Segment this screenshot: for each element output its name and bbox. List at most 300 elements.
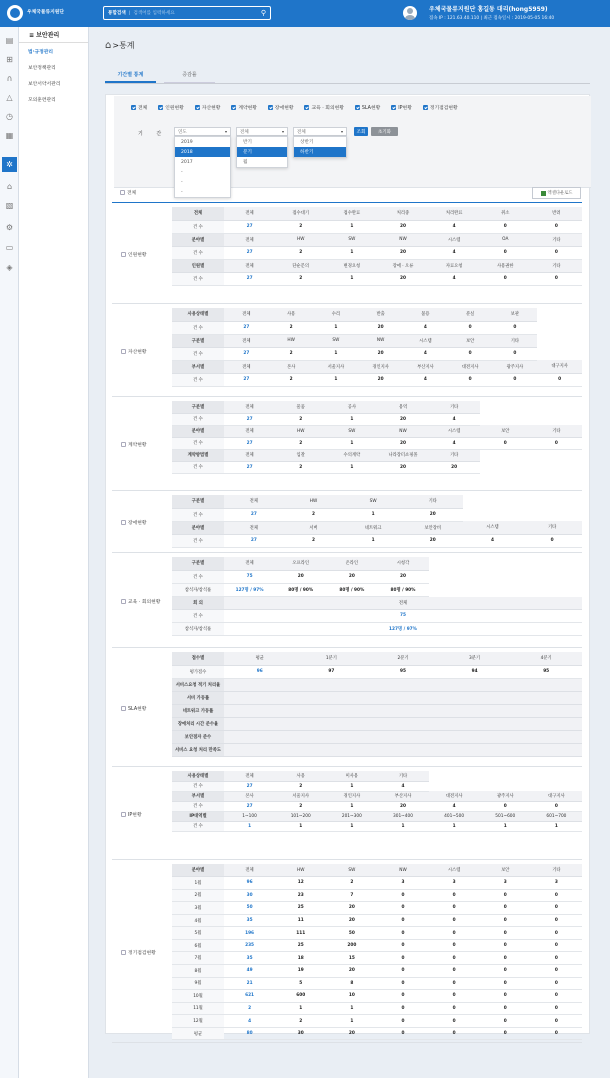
stats-section (112, 305, 582, 397)
doc-icon[interactable]: ▤ (5, 35, 14, 45)
section-label[interactable] (112, 492, 172, 553)
row-header-cell: 보안점자 준수 (172, 730, 224, 743)
dropdown-option[interactable]: 하반기 (294, 147, 346, 157)
section-label-text: 인원현황 (128, 252, 147, 258)
table-row (172, 791, 582, 801)
filter-checkbox-item[interactable] (131, 104, 147, 111)
row-header-cell: 서비 가동률 (172, 691, 224, 704)
table-cell: 보안 (480, 425, 531, 437)
table-cell: 27 (224, 534, 284, 547)
table-cell: 27 (224, 272, 275, 285)
row-header-cell: 10월 (172, 990, 224, 1003)
icon-rail (0, 27, 19, 1078)
table-row (172, 665, 582, 678)
checkbox[interactable] (158, 105, 163, 110)
table-cell: 27 (224, 321, 269, 334)
side-nav-title: ≡ 보안관리 (19, 30, 88, 43)
table-cell: 20 (377, 570, 428, 583)
filter-checkbox-label: 교육 · 회의현황 (311, 105, 344, 111)
table-cell: 0 (531, 889, 582, 902)
table-row (172, 347, 582, 360)
table-row (172, 771, 582, 781)
global-search[interactable] (103, 6, 271, 20)
row-header-cell: 건 수 (172, 570, 224, 583)
home-icon[interactable]: ⌂ (105, 40, 112, 51)
row-header-cell: IP대역별 (172, 811, 224, 821)
table-cell: HW (275, 233, 326, 246)
table-cell: 1 (326, 1002, 377, 1015)
shield-icon[interactable]: ◈ (6, 262, 13, 272)
table-cell: 0 (429, 927, 480, 940)
table-row (172, 877, 582, 890)
filter-checkbox-item[interactable] (391, 104, 412, 111)
row-header-cell: 서비스요청 적기 처리율 (172, 678, 224, 691)
table-cell: 2 (275, 246, 326, 259)
table-cell (367, 678, 439, 691)
table-cell: 단순문의 (275, 259, 326, 272)
table-cell: 50 (326, 927, 377, 940)
table-cell: 시스템 (429, 233, 480, 246)
dropdown-option[interactable]: - (181, 189, 183, 195)
dropdown-option[interactable]: 반기 (243, 140, 252, 145)
stats-section (112, 649, 582, 767)
stats-section (112, 398, 582, 491)
stats-table (172, 652, 582, 757)
table-cell: 네트워크 (343, 521, 403, 534)
section-label[interactable] (112, 305, 172, 397)
side-nav-item-policy[interactable]: 보안정책관리 (28, 65, 56, 71)
table-cell: 4 (429, 246, 480, 259)
table-cell: 0 (531, 1002, 582, 1015)
table-cell: 18 (275, 952, 326, 965)
table-cell: 111 (275, 927, 326, 940)
row-header-cell: 1월 (172, 877, 224, 890)
table-cell: 35 (224, 952, 275, 965)
section-label[interactable] (112, 649, 172, 767)
table-cell: 20 (358, 347, 403, 360)
table-cell: 전체 (224, 521, 284, 534)
checkbox[interactable] (423, 105, 428, 110)
table-cell: 보안 (480, 864, 531, 877)
table-cell: 2 (275, 413, 326, 425)
table-row (172, 939, 582, 952)
table-cell: 1 (326, 461, 377, 473)
side-nav-item-drill[interactable]: 모의훈련관리 (28, 97, 56, 103)
table-cell: 3 (531, 877, 582, 890)
table-cell: 1 (326, 272, 377, 285)
table-cell: 0 (531, 437, 582, 449)
settings-icon[interactable]: ⚙ (5, 222, 14, 232)
tab-divider (105, 83, 590, 84)
table-cell: 미사용 (326, 771, 377, 781)
table-cell: 0 (531, 927, 582, 940)
table-cell: SW (326, 864, 377, 877)
table-cell (439, 704, 511, 717)
dropdown-option[interactable]: 2019 (181, 139, 193, 145)
checkbox[interactable] (231, 105, 236, 110)
table-cell: 1 (326, 821, 377, 831)
row-header-cell: 건 수 (172, 373, 224, 386)
unit-select[interactable]: 전체 ▾ (236, 127, 288, 136)
table-cell: 2 (275, 461, 326, 473)
table-cell: 4 (429, 801, 480, 811)
filter-checkbox-item[interactable] (231, 104, 257, 111)
avatar[interactable] (403, 6, 417, 20)
table-cell: 0 (522, 534, 582, 547)
section-checkbox[interactable] (121, 252, 126, 257)
year-dropdown (174, 136, 231, 198)
table-cell: 2 (275, 272, 326, 285)
filter-checkbox-item[interactable] (355, 104, 380, 111)
table-cell: 전체 (224, 771, 275, 781)
table-cell: 20 (403, 534, 463, 547)
dropdown-option[interactable]: 월 (243, 160, 248, 165)
row-header-cell: 평균 (172, 1027, 224, 1040)
table-cell: 용역 (377, 401, 428, 413)
row-header-cell: 분야별 (172, 233, 224, 246)
table-cell: 0 (480, 1002, 531, 1015)
table-cell: SW (314, 334, 359, 347)
table-cell: 4 (429, 413, 480, 425)
filter-checkbox-label: 장애현황 (274, 105, 294, 111)
table-row (172, 583, 582, 596)
row-header-cell: 8월 (172, 965, 224, 978)
row-header-cell: 사용상태별 (172, 771, 224, 781)
table-cell: 97 (296, 665, 368, 678)
table-cell: 27 (224, 508, 284, 521)
section-label[interactable] (112, 861, 172, 1043)
excel-download-button[interactable] (532, 187, 581, 199)
section-label[interactable] (112, 768, 172, 860)
side-nav-item-law[interactable]: 법·규정관리 (28, 49, 53, 55)
table-cell: 0 (480, 1027, 531, 1040)
table-cell (439, 717, 511, 730)
table-cell (224, 743, 296, 756)
side-nav-item-pledge[interactable]: 보안서약서관리 (28, 81, 61, 87)
table-cell: 20 (377, 413, 428, 425)
stats-card (105, 94, 590, 1037)
table-cell: 처리중 (377, 207, 428, 220)
table-cell: 25 (275, 939, 326, 952)
stats-table (172, 495, 582, 548)
select-all-checkbox[interactable] (120, 190, 125, 195)
logo-subtext (27, 15, 64, 19)
table-cell: 0 (531, 246, 582, 259)
section-label-text: 장애현황 (128, 521, 147, 526)
checkbox[interactable] (355, 105, 360, 110)
org-name: 우체국물류지원단 (27, 9, 65, 15)
last-access: 최근 접속일시 : 2019-05-05 16:40 (483, 16, 555, 21)
table-row (172, 977, 582, 990)
filter-checkbox-item[interactable] (423, 104, 458, 111)
table-cell: 96 (224, 877, 275, 890)
user-info[interactable] (403, 4, 554, 21)
table-row (172, 1015, 582, 1028)
table-cell: 3 (377, 877, 428, 890)
table-cell: 0 (493, 321, 538, 334)
select-all[interactable] (120, 189, 136, 196)
table-cell: 기타 (403, 495, 463, 508)
table-cell: 2 (284, 534, 344, 547)
top-header (0, 0, 610, 27)
table-cell: 80명 / 90% (275, 583, 326, 596)
table-row (172, 570, 582, 583)
excel-download-label: 엑셀다운로드 (547, 191, 573, 196)
table-cell: 27 (224, 413, 275, 425)
table-cell (510, 730, 582, 743)
table-cell: 경인지사 (358, 360, 403, 373)
title-separator: > (112, 41, 120, 50)
row-header-cell: 건 수 (172, 801, 224, 811)
search-button[interactable]: 조회 (354, 127, 368, 136)
table-cell (439, 678, 511, 691)
table-row (172, 990, 582, 1003)
row-header-cell: 11월 (172, 1002, 224, 1015)
table-row (172, 534, 582, 547)
warning-icon[interactable]: △ (6, 92, 13, 102)
section-checkbox[interactable] (121, 599, 126, 604)
table-cell: 600 (275, 990, 326, 1003)
table-cell: 25 (275, 902, 326, 915)
table-cell: 1 (326, 220, 377, 233)
dropdown-option[interactable]: - (181, 179, 183, 185)
table-cell: 전체 (224, 207, 275, 220)
table-cell: 0 (429, 889, 480, 902)
reset-button[interactable]: 초기화 (371, 127, 398, 136)
monitor-off-icon[interactable]: ▭ (5, 242, 14, 252)
filter-checkbox-label: 계약현황 (238, 105, 257, 111)
table-cell: 본사 (224, 791, 275, 801)
sub-select[interactable]: 전체 ▾ (293, 127, 347, 136)
search-doc-icon[interactable]: ▧ (5, 200, 14, 210)
table-cell: 전체 (224, 425, 275, 437)
calendar-icon[interactable]: ▦ (5, 130, 14, 140)
table-row (172, 508, 582, 521)
stats-table (172, 401, 582, 474)
table-cell: 4 (463, 534, 523, 547)
table-cell: 1 (343, 508, 403, 521)
row-header-cell: 5월 (172, 927, 224, 940)
table-cell: 전체 (224, 596, 582, 609)
section-checkbox[interactable] (121, 706, 126, 711)
main-content (93, 38, 603, 1037)
table-cell: 접수완료 (326, 207, 377, 220)
table-cell: 201~300 (326, 811, 377, 821)
table-cell: 0 (377, 977, 428, 990)
section-label-text: 교육 · 회의현황 (128, 599, 161, 605)
dropdown-option[interactable]: 상반기 (300, 140, 314, 145)
table-cell: 2 (275, 1015, 326, 1028)
table-cell: 4 (403, 347, 448, 360)
filter-checkboxes (131, 103, 469, 111)
row-header-cell: 네트워크 가동률 (172, 704, 224, 717)
table-cell: 반출 (358, 308, 403, 321)
headset-icon[interactable]: ∩ (6, 73, 13, 83)
table-cell: 0 (531, 902, 582, 915)
search-input[interactable]: 검색어를 입력하세요 (133, 11, 175, 16)
table-row (172, 1002, 582, 1015)
row-header-cell: 건 수 (172, 272, 224, 285)
filter-checkbox-item[interactable] (158, 104, 184, 111)
table-cell: 0 (429, 977, 480, 990)
table-cell: 변경요청 (326, 259, 377, 272)
table-cell: 0 (531, 1015, 582, 1028)
table-cell (439, 691, 511, 704)
row-header-cell: 전체 (172, 207, 224, 220)
checkbox[interactable] (268, 105, 273, 110)
table-cell (224, 717, 296, 730)
stats-table (172, 308, 582, 387)
section-checkbox[interactable] (121, 442, 126, 447)
table-cell: 전체 (224, 308, 269, 321)
table-cell: 11 (275, 914, 326, 927)
table-cell: 20 (377, 246, 428, 259)
filter-checkbox-label: 자산현황 (201, 105, 221, 111)
dropdown-option[interactable]: 2018 (175, 147, 230, 157)
table-cell: 0 (377, 1015, 428, 1028)
search-scope[interactable]: 통합검색 (108, 11, 126, 16)
filter-checkbox-label: 정기점검현황 (429, 105, 458, 111)
table-row (172, 902, 582, 915)
table-cell: 대구지사 (531, 791, 582, 801)
gear-icon[interactable]: ✲ (2, 157, 17, 172)
table-cell: 1 (275, 1002, 326, 1015)
table-cell: 취소 (480, 207, 531, 220)
row-header-cell: 건 수 (172, 461, 224, 473)
checkbox[interactable] (195, 105, 200, 110)
table-cell: 0 (480, 939, 531, 952)
row-header-cell: 건 수 (172, 220, 224, 233)
row-header-cell: 참석자/참석률 (172, 622, 224, 635)
tab-change-rate[interactable]: 증감률 (164, 67, 215, 83)
dropdown-option[interactable]: 분기 (237, 147, 287, 157)
filter-checkbox-item[interactable] (268, 104, 294, 111)
table-cell: 20 (326, 570, 377, 583)
row-header-cell: 참석자/참석률 (172, 583, 224, 596)
table-cell: 처리완료 (429, 207, 480, 220)
row-header-cell: 3월 (172, 902, 224, 915)
table-cell: 기타 (531, 233, 582, 246)
table-cell: 0 (531, 952, 582, 965)
table-cell: 광주지사 (493, 360, 538, 373)
book-icon[interactable]: ⊞ (6, 54, 13, 64)
table-cell: 0 (480, 246, 531, 259)
table-cell: 온라인 (326, 557, 377, 570)
table-cell (367, 730, 439, 743)
stats-table (172, 557, 582, 636)
checkbox[interactable] (131, 105, 136, 110)
table-row (172, 811, 582, 821)
table-cell: 대전지사 (448, 360, 493, 373)
filter-checkbox-item[interactable] (195, 104, 221, 111)
row-header-cell: 건 수 (172, 246, 224, 259)
table-cell: 0 (377, 1027, 428, 1040)
table-cell (296, 717, 368, 730)
table-cell: 1 (326, 781, 377, 791)
table-cell: 20 (377, 272, 428, 285)
table-row (172, 495, 582, 508)
row-header-cell: 2월 (172, 889, 224, 902)
table-cell: 오프라인 (275, 557, 326, 570)
checkbox[interactable] (304, 105, 309, 110)
table-cell: 21 (224, 977, 275, 990)
table-cell: 0 (448, 347, 493, 360)
row-header-cell: 7월 (172, 952, 224, 965)
table-cell: 621 (224, 990, 275, 1003)
tab-period[interactable]: 기간별 통계 (105, 67, 156, 83)
table-cell: 3분기 (439, 652, 511, 665)
row-header-cell: 사용상태별 (172, 308, 224, 321)
table-cell: 127명 / 97% (224, 622, 582, 635)
table-cell: 전체 (224, 259, 275, 272)
table-cell: 5 (275, 977, 326, 990)
table-cell (439, 730, 511, 743)
row-header-cell: 회 의 (172, 596, 224, 609)
table-cell: 1 (224, 821, 275, 831)
dropdown-option[interactable]: - (181, 169, 183, 175)
section-checkbox[interactable] (121, 950, 126, 955)
table-cell: 0 (480, 272, 531, 285)
table-cell: 0 (480, 952, 531, 965)
table-cell: 보안장비 (403, 521, 463, 534)
row-header-cell: 서비스 요청 처리 만족도 (172, 743, 224, 756)
table-cell: 4분기 (510, 652, 582, 665)
table-cell: 2 (269, 321, 314, 334)
section-label[interactable] (112, 204, 172, 304)
table-cell (367, 743, 439, 756)
section-label[interactable] (112, 398, 172, 491)
table-cell: 75 (224, 609, 582, 622)
row-header-cell: 분야별 (172, 864, 224, 877)
table-cell: 4 (429, 220, 480, 233)
table-cell: 수의계약 (326, 449, 377, 461)
section-label[interactable] (112, 554, 172, 648)
tab-bar (105, 67, 223, 83)
section-checkbox[interactable] (121, 520, 126, 525)
checkbox[interactable] (391, 105, 396, 110)
year-select[interactable]: 연도 ▾ (174, 127, 231, 136)
table-cell: 501~600 (480, 811, 531, 821)
table-cell: 401~500 (429, 811, 480, 821)
table-cell: 2 (284, 508, 344, 521)
table-cell (510, 691, 582, 704)
search-divider: | (128, 10, 131, 16)
stats-section (112, 768, 582, 860)
page-title (93, 38, 603, 53)
section-checkbox[interactable] (121, 812, 126, 817)
table-cell: 전체 (224, 495, 284, 508)
table-row (172, 321, 582, 334)
org-logo[interactable] (7, 5, 64, 21)
section-checkbox[interactable] (121, 349, 126, 354)
table-cell (224, 678, 296, 691)
table-cell: 0 (480, 801, 531, 811)
clock-icon[interactable]: ◷ (6, 111, 13, 121)
graduation-cap-icon[interactable]: ⌂ (6, 181, 13, 191)
row-header-cell: 건 수 (172, 321, 224, 334)
table-cell: 1 (326, 246, 377, 259)
table-cell: 4 (429, 272, 480, 285)
table-cell: 200 (326, 939, 377, 952)
page-title-text: 통계 (119, 41, 135, 50)
dropdown-option[interactable]: 2017 (181, 159, 193, 165)
row-header-cell: 구분별 (172, 334, 224, 347)
side-nav (19, 27, 89, 1078)
table-cell: 기타 (493, 334, 538, 347)
search-icon[interactable]: ⚲ (260, 9, 266, 17)
filter-checkbox-item[interactable] (304, 104, 343, 111)
table-cell: 27 (224, 801, 275, 811)
